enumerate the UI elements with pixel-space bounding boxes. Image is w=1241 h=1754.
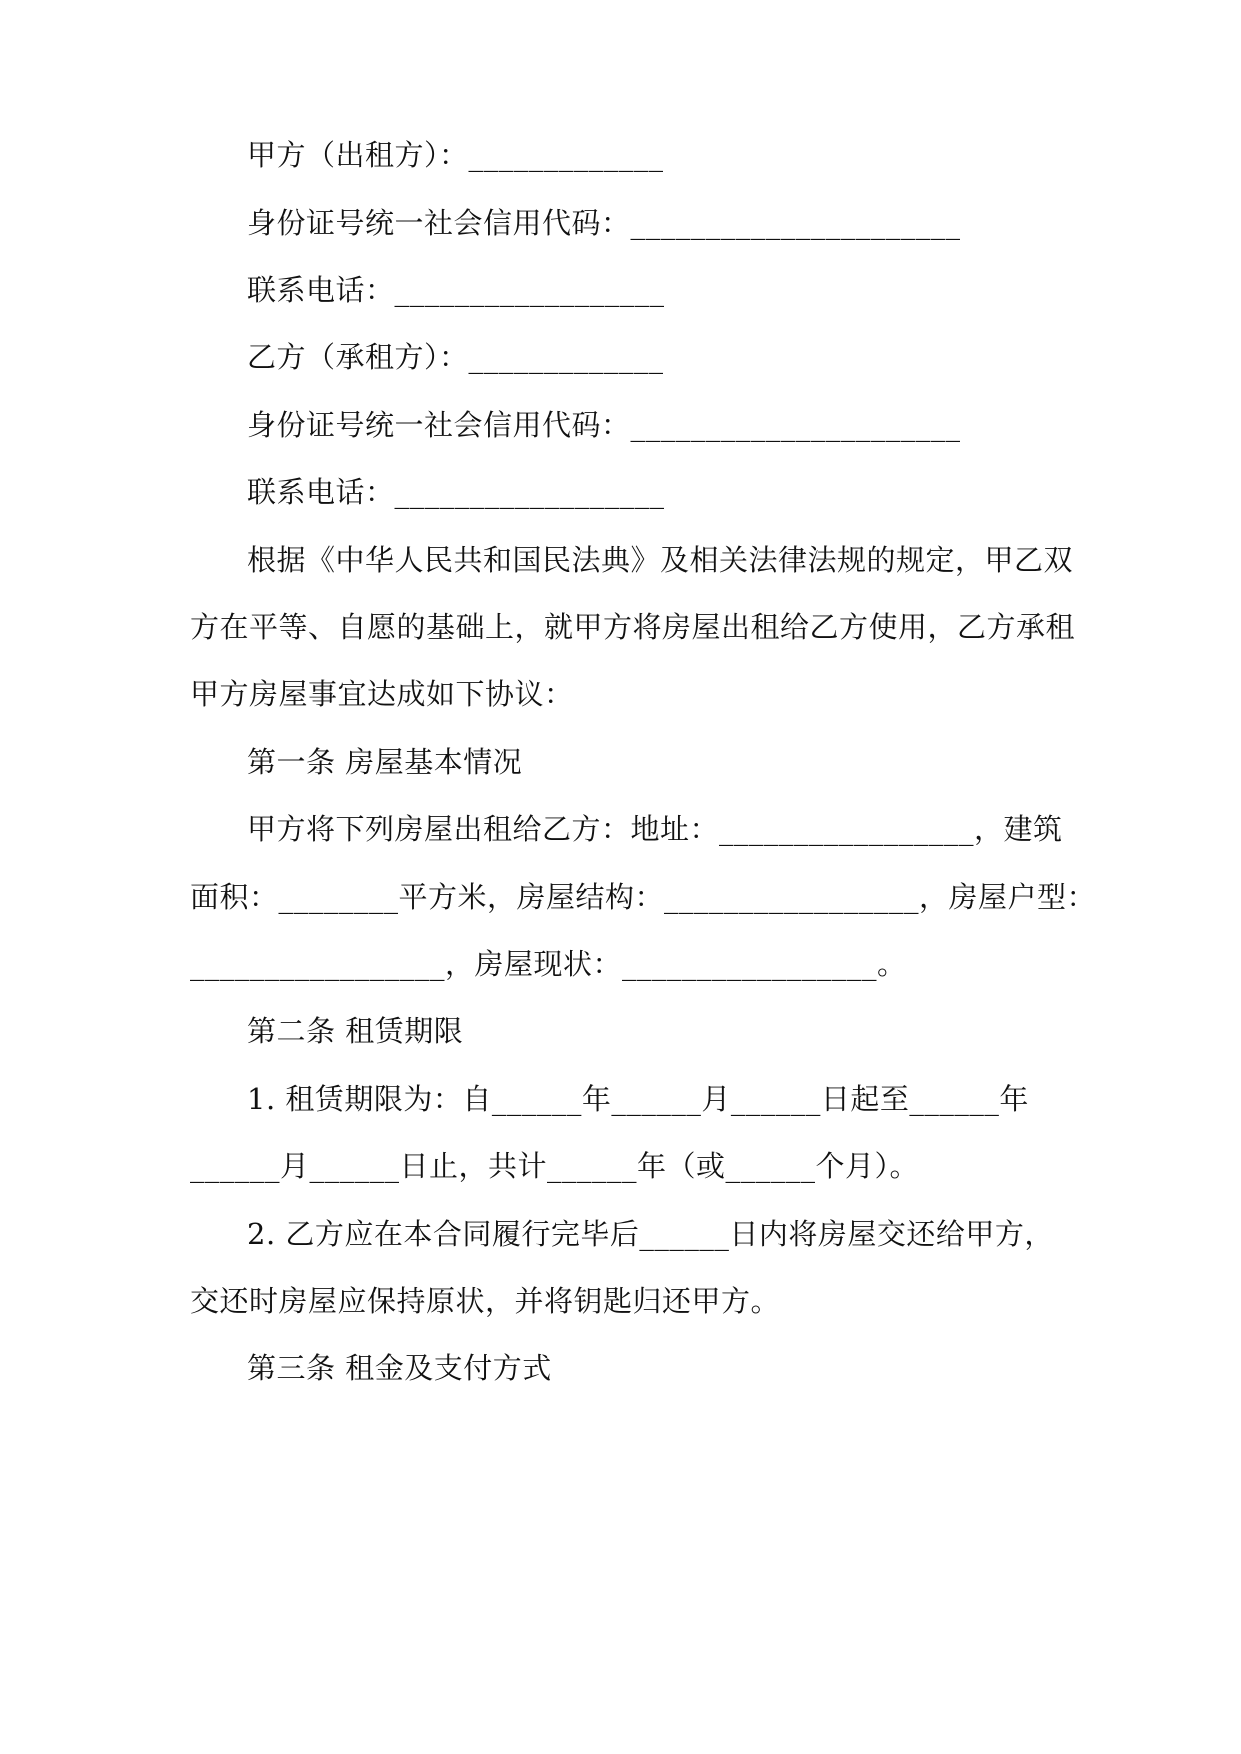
article-2-heading: 第二条 租赁期限	[247, 1014, 464, 1048]
article-2-item-1-line-2: ______月______日止，共计______年（或______个月）。	[190, 1149, 920, 1183]
article-2-item-2-line-1: 2. 乙方应在本合同履行完毕后______日内将房屋交还给甲方，	[247, 1217, 1054, 1251]
article-2-item-1-line-1: 1. 租赁期限为：自______年______月______日起至______年	[247, 1082, 1029, 1116]
article-1-heading: 第一条 房屋基本情况	[247, 745, 523, 779]
article-1-line-1: 甲方将下列房屋出租给乙方：地址：_________________，建筑	[247, 812, 1063, 846]
party-a-lessor: 甲方（出租方）：_____________	[247, 138, 664, 172]
party-a-phone: 联系电话：__________________	[247, 273, 665, 307]
party-b-lessee: 乙方（承租方）：_____________	[247, 340, 664, 374]
party-b-id-code: 身份证号统一社会信用代码：______________________	[247, 408, 961, 442]
article-3-heading: 第三条 租金及支付方式	[247, 1351, 552, 1385]
preamble-line-1: 根据《中华人民共和国民法典》及相关法律法规的规定，甲乙双	[247, 543, 1074, 577]
party-a-id-code: 身份证号统一社会信用代码：______________________	[247, 206, 961, 240]
article-1-line-2: 面积：________平方米，房屋结构：_________________，房屋户型：	[190, 880, 1097, 914]
party-b-phone: 联系电话：__________________	[247, 475, 665, 509]
preamble-line-2: 方在平等、自愿的基础上，就甲方将房屋出租给乙方使用，乙方承租	[190, 610, 1076, 644]
article-2-item-2-line-2: 交还时房屋应保持原状，并将钥匙归还甲方。	[190, 1284, 781, 1318]
article-1-line-3: _________________，房屋现状：_________________。	[190, 947, 907, 981]
preamble-line-3: 甲方房屋事宜达成如下协议：	[190, 677, 574, 711]
